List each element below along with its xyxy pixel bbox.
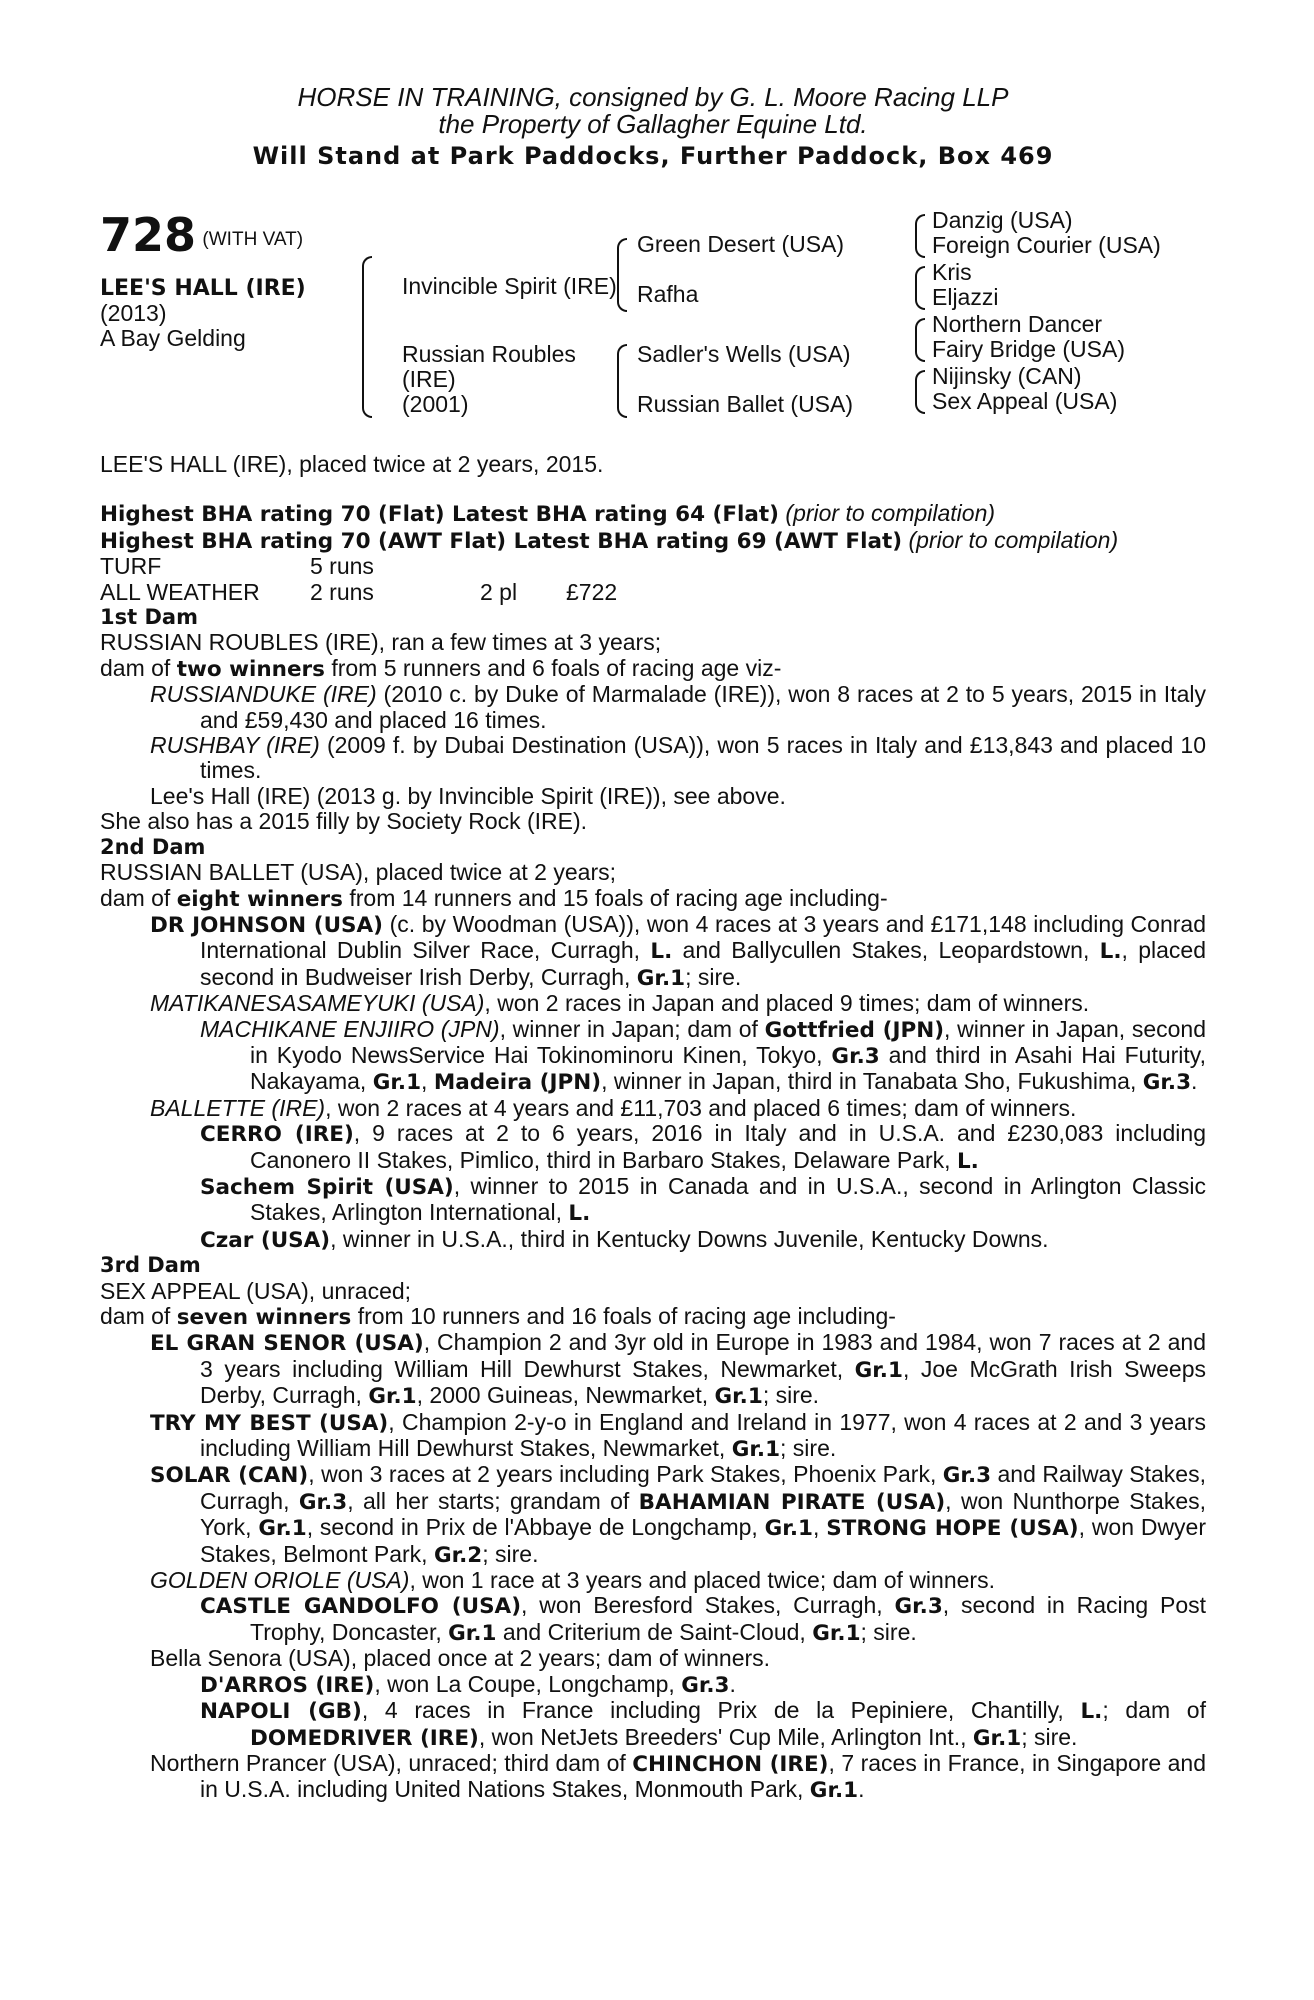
produce-entry: Bella Senora (USA), placed once at 2 years; dam of winners. [150,1645,771,1672]
pedigree-bracket [362,256,372,418]
dam-dam: Russian Ballet (USA) [637,391,854,417]
foaling-year: (2013) [100,300,167,326]
dam2-heading: 2nd Dam [100,834,206,859]
produce-entry: Lee's Hall (IRE) (2013 g. by Invincible Spirit (IRE)), see above. [150,782,786,809]
dam-line1: Russian Roubles [402,341,576,367]
gsire-4: Eljazzi [932,284,999,310]
gsire-2: Foreign Courier (USA) [932,232,1161,258]
gsire-1: Danzig (USA) [932,207,1073,233]
sire-dam: Rafha [637,281,699,307]
sire-sire: Green Desert (USA) [637,231,845,257]
runs-turf: TURF 5 runs [100,553,374,580]
dam3-produce: dam of seven winners from 10 runners and 16 foals of racing age including- [100,1303,896,1330]
pedigree-bracket [915,266,925,310]
gsire-8: Sex Appeal (USA) [932,388,1118,414]
produce-entry: CERRO (IRE), 9 races at 2 to 6 years, 2016 in Italy and in U.S.A. and £230,083 including Canonero II Stakes, Pimlico, third in Barbaro Stakes, Delaware Park, L. [200,1120,1207,1174]
produce-entry: Czar (USA), winner in U.S.A., third in Kentucky Downs Juvenile, Kentucky Downs. [200,1225,1049,1253]
pedigree-bracket [617,344,627,418]
pedigree-bracket [617,238,627,312]
lot-number: 728 [100,208,197,262]
dam3-heading: 3rd Dam [100,1253,201,1278]
pedigree-table [362,208,1262,418]
dam1-heading: 1st Dam [100,605,198,630]
produce-entry: GOLDEN ORIOLE (USA), won 1 race at 3 years and placed twice; dam of winners. [150,1567,995,1594]
runs-all-weather: ALL WEATHER 2 runs 2 pl £722 [100,578,618,605]
dam-line3: (2001) [402,391,469,417]
pedigree-bracket [915,318,925,362]
sire: Invincible Spirit (IRE) [402,273,617,299]
produce-entry: D'ARROS (IRE), won La Coupe, Longchamp, Gr.3. [200,1670,736,1698]
produce-entry: Sachem Spirit (USA), winner to 2015 in Canada and in U.S.A., second in Arlington Classic Stakes, Arlington International, L. [200,1172,1206,1227]
dam1-line: RUSSIAN ROUBLES (IRE), ran a few times at 3 years; [100,629,662,656]
property-line: the Property of Gallagher Equine Ltd. [438,109,868,139]
produce-entry: TRY MY BEST (USA), Champion 2-y-o in England and Ireland in 1977, won 4 races at 2 and 3 years including William Hill Dewhurst Stakes, Newmarket, Gr.1; sire. [150,1408,1206,1463]
produce-entry: EL GRAN SENOR (USA), Champion 2 and 3yr old in Europe in 1983 and 1984, won 7 races at 2 and 3 years including William Hill Dewhurst Stakes, Newmarket, Gr.1, Joe McGrath Irish Sweeps Derby, Curragh, Gr.1, 2000 Guineas, Newmarket, Gr.1; sire. [150,1329,1206,1410]
gsire-3: Kris [932,259,972,285]
dam-sire: Sadler's Wells (USA) [637,341,851,367]
produce-entry: MACHIKANE ENJIIRO (JPN), winner in Japan; dam of Gottfried (JPN), winner in Japan, second in Kyodo NewsService Hai Tokinominoru Kinen, Tokyo, Gr.3 and third in Asahi Hai Futurity, Nakayama, Gr.1, Madeira (JPN), winner in Japan, third in Tanabata Sho, Fukushima, Gr.3. [200,1015,1206,1096]
race-summary: LEE'S HALL (IRE), placed twice at 2 years, 2015. [100,451,604,477]
vat-note: (WITH VAT) [202,229,304,250]
produce-entry: RUSHBAY (IRE) (2009 f. by Dubai Destination (USA)), won 5 races in Italy and £13,843 and placed 10 times. [150,732,1206,784]
horse-description: A Bay Gelding [100,325,246,351]
rating-line-1: Highest BHA rating 70 (Flat) Latest BHA rating 64 (Flat) (prior to compilation) [100,500,996,528]
dam2-line: RUSSIAN BALLET (USA), placed twice at 2 years; [100,859,616,886]
produce-entry: RUSSIANDUKE (IRE) (2010 c. by Duke of Marmalade (IRE)), won 8 races at 2 to 5 years, 2015 in Italy and £59,430 and placed 16 times. [150,681,1206,733]
produce-entry: NAPOLI (GB), 4 races in France including Prix de la Pepiniere, Chantilly, L.; dam of DOMEDRIVER (IRE), won NetJets Breeders' Cup Mile, Arlington Int., Gr.1; sire. [200,1697,1206,1751]
gsire-6: Fairy Bridge (USA) [932,336,1125,362]
pedigree-bracket [915,370,925,414]
dam-line2: (IRE) [402,366,456,392]
produce-entry: SOLAR (CAN), won 3 races at 2 years including Park Stakes, Phoenix Park, Gr.3 and Railway Stakes, Curragh, Gr.3, all her starts; grandam of BAHAMIAN PIRATE (USA), won Nunthorpe Stakes, York, Gr.1, second in Prix de l'Abbaye de Longchamp, Gr.1, STRONG HOPE (USA), won Dwyer Stakes, Belmont Park, Gr.2; sire. [150,1461,1207,1568]
stand-location: Will Stand at Park Paddocks, Further Paddock, Box 469 [252,142,1054,170]
produce-entry: MATIKANESASAMEYUKI (USA), won 2 races in Japan and placed 9 times; dam of winners. [150,990,1090,1017]
dam3-line: SEX APPEAL (USA), unraced; [100,1277,412,1304]
rating-line-2: Highest BHA rating 70 (AWT Flat) Latest BHA rating 69 (AWT Flat) (prior to compilation) [100,526,1119,554]
produce-entry: DR JOHNSON (USA) (c. by Woodman (USA)), won 4 races at 3 years and £171,148 including Conrad International Dublin Silver Race, Curragh, L. and Ballycullen Stakes, Leopardstown, L., placed second in Budweiser Irish Derby, Curragh, Gr.1; sire. [150,910,1206,991]
catalogue-body [100,452,1206,1804]
produce-entry: Northern Prancer (USA), unraced; third dam of CHINCHON (IRE), 7 races in France, in Singapore and in U.S.A. including United Nations Stakes, Monmouth Park, Gr.1. [150,1749,1207,1804]
horse-name: LEE'S HALL (IRE) [100,276,306,301]
dam1-note: She also has a 2015 filly by Society Rock (IRE). [100,808,588,835]
dam2-produce: dam of eight winners from 14 runners and 15 foals of racing age including- [100,884,888,912]
consignor-line: HORSE IN TRAINING, consigned by G. L. Moore Racing LLP [297,82,1009,112]
gsire-7: Nijinsky (CAN) [932,363,1082,389]
lot-info [100,208,400,351]
produce-entry: CASTLE GANDOLFO (USA), won Beresford Stakes, Curragh, Gr.3, second in Racing Post Trophy, Doncaster, Gr.1 and Criterium de Saint-Cloud, Gr.1; sire. [200,1592,1207,1646]
pedigree-bracket [915,214,925,258]
catalogue-page [100,82,1207,1804]
gsire-5: Northern Dancer [932,311,1103,337]
produce-entry: BALLETTE (IRE), won 2 races at 4 years and £11,703 and placed 6 times; dam of winners. [150,1094,1077,1121]
dam1-produce: dam of two winners from 5 runners and 6 foals of racing age viz- [100,654,782,682]
